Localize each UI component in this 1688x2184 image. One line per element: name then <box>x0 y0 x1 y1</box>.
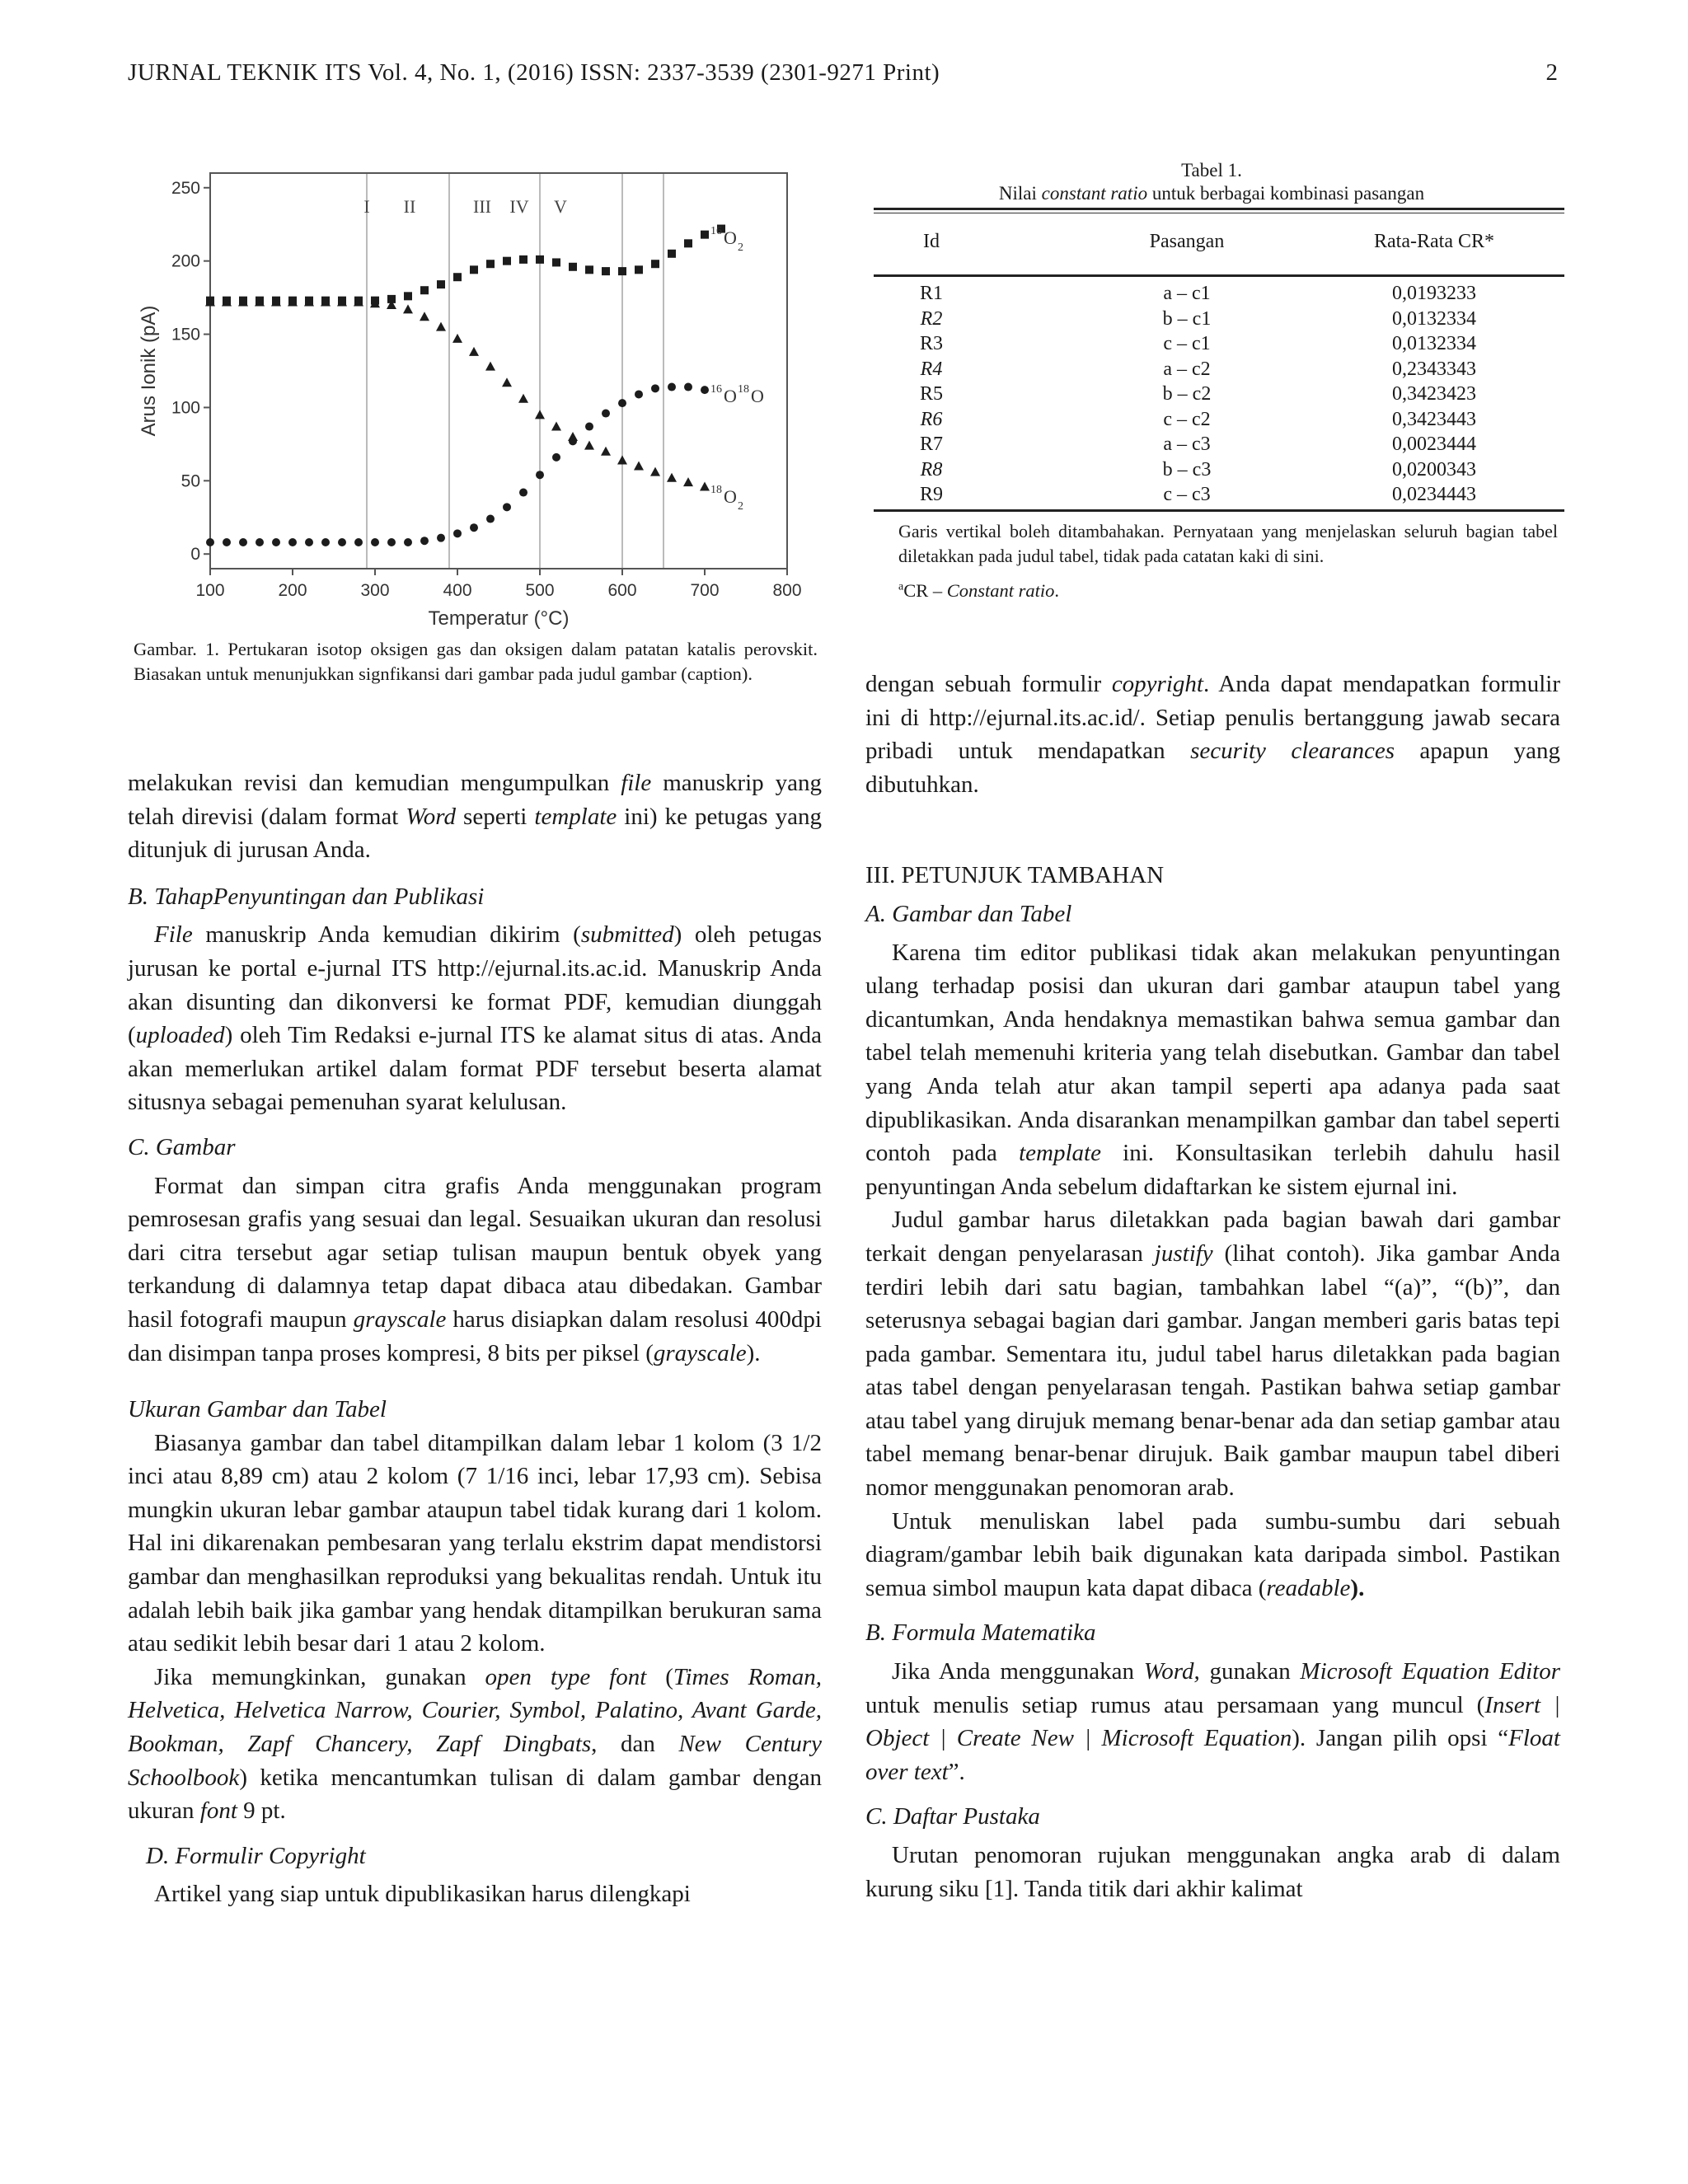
y-tick-label: 150 <box>171 325 200 344</box>
table-row <box>874 283 1564 307</box>
table-cell-id: R3 <box>919 333 943 354</box>
y-axis-label: Arus Ionik (pA) <box>138 305 160 437</box>
table-header-row <box>874 231 1564 255</box>
paragraph-formula: Jika Anda menggunakan Word, gunakan Microsoft Equation Editor untuk menulis setiap rumus atau persamaan yang muncul (Insert | Object | Create New | Microsoft Equation). Jangan pilih opsi “Float over text”. <box>865 1658 1560 1785</box>
table-cell-id: R6 <box>920 408 943 430</box>
table-row <box>874 333 1564 358</box>
section-heading-iii: III. PETUNJUK TAMBAHAN <box>865 862 1165 889</box>
data-point-16O2 <box>503 257 511 265</box>
data-point-16O18O <box>354 538 363 546</box>
table-description: Nilai constant ratio untuk berbagai kombinasi pasangan <box>998 183 1425 204</box>
data-point-16O18O <box>651 384 659 392</box>
data-point-16O2 <box>453 273 462 281</box>
data-point-18O2 <box>452 334 462 343</box>
data-point-16O2 <box>536 255 544 264</box>
data-point-16O2 <box>668 250 676 258</box>
data-point-18O2 <box>617 455 627 464</box>
data-point-16O18O <box>503 503 511 511</box>
x-tick-label: 700 <box>690 581 720 600</box>
data-point-16O2 <box>420 286 429 294</box>
x-tick-label: 100 <box>195 581 225 600</box>
table-cell-pair: b – c2 <box>1162 383 1212 405</box>
data-point-16O18O <box>453 529 462 537</box>
paragraph-revisi: melakukan revisi dan kemudian mengumpulkan file manuskrip yang telah direvisi (dalam format Word seperti template ini) ke petugas yang ditunjuk di jurusan Anda. <box>128 770 822 864</box>
section-heading-b-formula: B. Formula Matematika <box>865 1619 1096 1647</box>
data-point-18O2 <box>420 312 429 321</box>
data-point-18O2 <box>568 432 578 441</box>
x-tick-label: 300 <box>360 581 390 600</box>
y-tick-label: 0 <box>190 545 200 565</box>
data-point-18O2 <box>650 467 660 476</box>
data-point-16O2 <box>651 260 659 268</box>
section-heading-b: B. TahapPenyuntingan dan Publikasi <box>128 883 485 910</box>
paragraph-gambar: Format dan simpan citra grafis Anda menggunakan program pemrosesan grafis yang sesuai dan legal. Sesuaikan ukuran dan resolusi dari citra tersebut agar setiap tulisan maupun bentuk obyek yang terkandung di dalamnya tetap dapat dibaca atau dibedakan. Gambar hasil fotografi maupun grayscale harus disiapkan dalam resolusi 400dpi dan disimpan tanpa proses kompresi, 8 bits per piksel (grayscale). <box>128 1172 822 1366</box>
x-tick-label: 500 <box>525 581 555 600</box>
data-point-16O18O <box>470 523 478 532</box>
paragraph-formulir: dengan sebuah formulir copyright. Anda dapat mendapatkan formulir ini di http://ejurnal.its.ac.id/. Setiap penulis bertanggung jawab secara pribadi untuk mendapatkan security clearances apapun yang dibutuhkan. <box>865 671 1560 798</box>
data-point-16O18O <box>223 538 231 546</box>
table-cell-cr: 0,0200343 <box>1392 458 1476 480</box>
table-cell-id: R1 <box>919 283 943 304</box>
table-title <box>865 159 1558 205</box>
region-label: IV <box>509 196 529 217</box>
section-heading-a: A. Gambar dan Tabel <box>865 900 1072 927</box>
table-header-pair: Pasangan <box>1149 231 1225 252</box>
table-cell-cr: 0,0193233 <box>1392 283 1476 304</box>
data-point-16O18O <box>206 538 214 546</box>
data-point-18O2 <box>700 481 710 490</box>
data-point-16O18O <box>420 537 429 545</box>
figure-caption: Gambar. 1. Pertukaran isotop oksigen gas dan oksigen dalam patatan katalis perovskit. Biasakan untuk menunjukkan signfikansi dari gambar pada judul gambar (caption). <box>134 639 818 684</box>
table-cell-cr: 0,3423423 <box>1392 383 1476 405</box>
table-cell-pair: a – c2 <box>1163 358 1211 380</box>
series-label-16O18O-mid: O <box>751 386 764 406</box>
data-point-16O18O <box>256 538 264 546</box>
series-label-16O2-sub: 2 <box>738 241 743 254</box>
y-tick-label: 100 <box>171 398 200 418</box>
data-point-16O2 <box>635 265 643 274</box>
table-cell-id: R9 <box>919 484 943 505</box>
data-point-16O18O <box>272 538 280 546</box>
region-label: III <box>473 196 491 217</box>
data-point-16O18O <box>536 471 544 479</box>
table-cell-id: R7 <box>919 434 943 455</box>
table-cell-pair: c – c2 <box>1163 408 1211 430</box>
table-row <box>874 383 1564 408</box>
table-top-rule <box>874 208 1564 210</box>
data-point-18O2 <box>601 447 611 456</box>
series-label-16O2-pre: 16 <box>710 225 722 237</box>
region-label: I <box>363 196 370 217</box>
data-point-16O18O <box>387 538 396 546</box>
data-point-18O2 <box>634 462 644 471</box>
data-point-18O2 <box>502 377 512 387</box>
table-cell-pair: a – c3 <box>1163 434 1211 455</box>
paragraph-judul-gambar: Judul gambar harus diletakkan pada bagian bawah dari gambar terkait dengan penyelarasan justify (lihat contoh). Jika gambar Anda terdiri lebih dari satu bagian, tambahkan label “(a)”, “(b)”, dan seterusnya sebagai bagian dari gambar. Jangan memberi garis batas tepi pada gambar. Sementara itu, judul tabel harus diletakkan pada bagian atas tabel dengan penyelarasan tengah. Pastikan bahwa setiap gambar atau tabel yang dirujuk memang benar-benar ada dan setiap gambar atau tabel memang benar-benar dirujuk. Baik gambar maupun tabel diberi nomor menggunakan penomoran arab. <box>865 1207 1560 1502</box>
table-header-rule <box>874 274 1564 277</box>
data-point-18O2 <box>667 473 677 482</box>
data-point-16O2 <box>552 258 560 266</box>
data-point-16O18O <box>371 538 379 546</box>
series-label-16O18O-pre2: 18 <box>738 383 749 396</box>
table-note: Garis vertikal boleh ditambahakan. Pernyataan yang menjelaskan seluruh bagian tabel diletakkan pada judul tabel, tidak pada catatan kaki di sini. <box>898 521 1558 566</box>
data-point-18O2 <box>485 362 495 371</box>
paragraph-pustaka: Urutan penomoran rujukan menggunakan angka arab di dalam kurung siku [1]. Tanda titik dari akhir kalimat <box>865 1842 1560 1902</box>
paragraph-copyright: Artikel yang siap untuk dipublikasikan harus dilengkapi <box>154 1881 691 1908</box>
data-point-16O2 <box>585 265 593 274</box>
data-point-16O18O <box>288 538 297 546</box>
data-point-16O18O <box>519 489 528 497</box>
table-cell-id: R8 <box>920 458 943 480</box>
subsection-heading-ukuran: Ukuran Gambar dan Tabel <box>128 1396 387 1423</box>
y-tick-label: 200 <box>171 251 200 271</box>
data-point-16O2 <box>437 280 445 288</box>
region-label: II <box>403 196 416 217</box>
series-label-16O18O: O <box>724 386 737 406</box>
data-point-16O18O <box>239 538 247 546</box>
data-point-16O2 <box>404 292 412 300</box>
data-point-16O18O <box>585 423 593 431</box>
series-label-18O2-sub: 2 <box>738 500 743 513</box>
table-cell-pair: c – c1 <box>1163 333 1211 354</box>
data-point-18O2 <box>551 422 561 431</box>
data-point-16O18O <box>486 515 495 523</box>
ejurnal-link[interactable]: http://ejurnal.its.ac.id/ <box>929 704 1140 731</box>
data-point-16O18O <box>437 534 445 542</box>
section-heading-c-pustaka: C. Daftar Pustaka <box>865 1803 1040 1830</box>
data-point-16O18O <box>618 399 626 407</box>
journal-header: JURNAL TEKNIK ITS Vol. 4, No. 1, (2016) ISSN: 2337-3539 (2301-9271 Print) <box>128 59 940 86</box>
x-tick-label: 600 <box>607 581 637 600</box>
data-point-16O18O <box>404 538 412 546</box>
paragraph-label: Untuk menuliskan label pada sumbu-sumbu dari sebuah diagram/gambar lebih baik digunakan kata daripada simbol. Pastikan semua simbol maupun kata dapat dibaca (readable). <box>865 1507 1560 1601</box>
paragraph-karena: Karena tim editor publikasi tidak akan melakukan penyuntingan ulang terhadap posisi dan ukuran dari gambar ataupun tabel yang dicantumkan, Anda hendaknya memastikan bahwa semua gambar dan tabel telah memenuhi kriteria yang telah disebutkan. Gambar dan tabel yang Anda telah atur akan tampil seperti apa adanya pada saat dipublikasikan. Anda disarankan menampilkan gambar dan tabel seperti contoh pada template ini. Konsultasikan terlebih dahulu hasil penyuntingan Anda sebelum didaftarkan ke sistem ejurnal ini. <box>865 939 1560 1200</box>
series-label-18O2: O <box>724 486 737 507</box>
data-point-16O18O <box>635 390 643 398</box>
left-column <box>128 766 822 1911</box>
series-label-18O2-pre: 18 <box>710 484 722 496</box>
table-cell-id: R2 <box>920 307 943 330</box>
x-tick-label: 400 <box>443 581 472 600</box>
table-cell-cr: 0,0132334 <box>1392 307 1476 330</box>
paragraph-font: Jika memungkinkan, gunakan open type font (Times Roman, Helvetica, Helvetica Narrow, Courier, Symbol, Palatino, Avant Garde, Bookman, Zapf Chancery, Zapf Dingbats, dan New Century Schoolbook) ketika mencantumkan tulisan di dalam gambar dengan ukuran font 9 pt. <box>128 1663 822 1825</box>
data-point-16O18O <box>668 383 676 391</box>
data-point-16O18O <box>602 410 610 418</box>
table-cell-cr: 0,0023444 <box>1392 434 1476 455</box>
x-axis-label: Temperatur (°C) <box>428 607 570 630</box>
table-row <box>874 359 1564 383</box>
data-point-16O18O <box>305 538 313 546</box>
table-cell-cr: 0,0234443 <box>1392 484 1476 505</box>
section-heading-c: C. Gambar <box>128 1133 236 1160</box>
figure-1-chart <box>124 165 824 643</box>
data-point-18O2 <box>403 304 413 313</box>
data-point-16O18O <box>684 383 692 391</box>
table-header-id: Id <box>923 231 940 252</box>
data-point-16O18O <box>321 538 330 546</box>
data-point-16O2 <box>684 239 692 247</box>
data-point-18O2 <box>683 477 693 486</box>
data-point-16O2 <box>602 267 610 275</box>
table-cell-id: R5 <box>919 383 943 405</box>
table-cell-cr: 0,3423443 <box>1392 408 1476 430</box>
data-point-16O2 <box>519 255 528 264</box>
y-tick-label: 50 <box>181 471 200 491</box>
series-label-16O2: O <box>724 227 737 248</box>
data-point-18O2 <box>535 410 545 419</box>
table-row <box>874 434 1564 458</box>
right-column <box>865 668 1560 1905</box>
data-point-18O2 <box>469 347 479 356</box>
data-point-16O2 <box>618 267 626 275</box>
data-point-16O2 <box>569 263 577 271</box>
table-row <box>874 484 1564 509</box>
data-point-18O2 <box>436 322 446 331</box>
data-point-16O18O <box>701 386 709 394</box>
page-number: 2 <box>1545 59 1558 86</box>
table-cell-pair: b – c3 <box>1162 458 1212 480</box>
data-point-16O18O <box>338 538 346 546</box>
table-row <box>874 459 1564 484</box>
paragraph-penyuntingan: File manuskrip Anda kemudian dikirim (submitted) oleh petugas jurusan ke portal e-jurnal ITS http://ejurnal.its.ac.id. Manuskrip Anda akan disunting dan dikonversi ke format PDF, kemudian diunggah (uploaded) oleh Tim Redaksi e-jurnal ITS ke alamat situs di atas. Anda akan memerlukan artikel dalam format PDF tersebut beserta alamat situsnya sebagai pemenuhan syarat kelulusan. <box>128 921 823 1116</box>
region-label: V <box>554 196 567 217</box>
table-row <box>874 308 1564 333</box>
section-heading-d: D. Formulir Copyright <box>146 1842 366 1869</box>
paragraph-ukuran: Biasanya gambar dan tabel ditampilkan dalam lebar 1 kolom (3 1/2 inci atau 8,89 cm) atau 2 kolom (7 1/16 inci, lebar 17,93 cm). Sebisa mungkin ukuran lebar gambar ataupun tabel tidak kurang dari 1 kolom. Hal ini dikarenakan pembesaran yang terlalu ekstrim dapat mendistorsi gambar dan menghasilkan reproduksi yang bekualitas rendah. Untuk itu adalah lebih baik jika gambar yang hendak ditampilkan berukuran sama atau sedikit lebih besar dari 1 atau 2 kolom. <box>128 1429 822 1657</box>
table-cell-cr: 0,2343343 <box>1392 358 1476 380</box>
table-row <box>874 409 1564 434</box>
table-cell-id: R4 <box>920 358 943 380</box>
data-point-16O18O <box>552 453 560 462</box>
data-point-16O2 <box>470 265 478 274</box>
data-point-18O2 <box>518 394 528 403</box>
table-cell-pair: a – c1 <box>1163 283 1211 304</box>
y-tick-label: 250 <box>171 178 200 198</box>
data-point-16O2 <box>486 260 495 268</box>
table-footnote: $^a$CR – Constant ratio. <box>898 580 1060 601</box>
x-tick-label: 200 <box>278 581 307 600</box>
table-cell-pair: c – c3 <box>1163 484 1211 505</box>
table-header-cr: Rata-Rata CR* <box>1374 231 1494 252</box>
table-bottom-rule <box>874 509 1564 512</box>
x-tick-label: 800 <box>772 581 802 600</box>
data-point-16O2 <box>701 231 709 239</box>
table-cell-pair: b – c1 <box>1162 307 1212 330</box>
table-number: Tabel 1. <box>1181 160 1242 180</box>
table-cell-cr: 0,0132334 <box>1392 333 1476 354</box>
data-point-18O2 <box>584 441 594 450</box>
series-label-16O18O-pre: 16 <box>710 383 722 396</box>
